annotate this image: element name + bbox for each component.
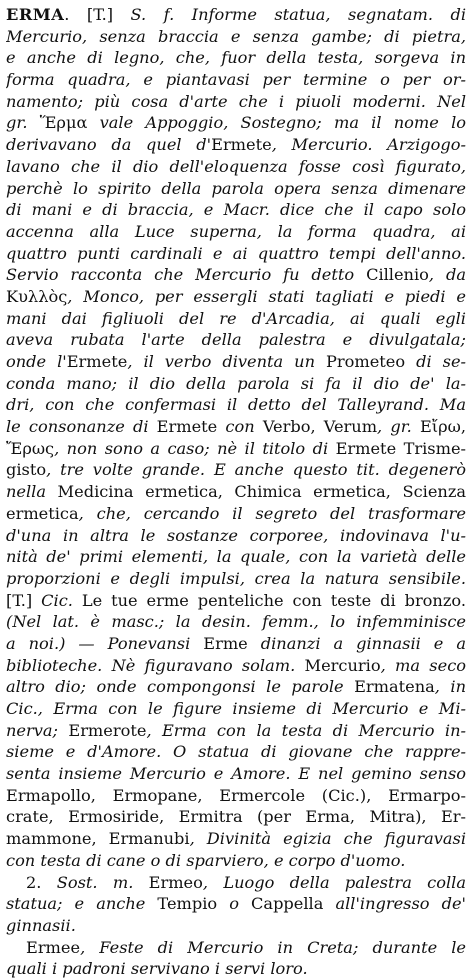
italic-text: Sost. m.	[56, 872, 149, 892]
text-line	[6, 26, 466, 48]
italic-text: accenna alla Luce superna, la forma quadra, ai	[6, 221, 466, 241]
italic-text: senta insieme Mercurio e Amore. E nel gemino senso	[6, 764, 466, 784]
italic-text: , Monco, per essergli stati tagliati e piedi e	[67, 286, 466, 306]
italic-text: ginnasii.	[6, 915, 76, 935]
italic-text: , Erma con la testa di Mercurio in-	[146, 720, 466, 740]
italic-text: nità de' primi elementi, la quale, con la varietà delle	[6, 547, 466, 567]
text-line	[6, 698, 466, 720]
text-line	[6, 416, 466, 438]
text-line	[6, 264, 466, 286]
text-line	[6, 373, 466, 395]
italic-text: perchè lo spirito della parola opera senza dimenare	[6, 178, 466, 198]
italic-text: con testa di cane o di sparviero, e corpo d'uomo.	[6, 850, 406, 870]
roman-text: Ermete	[156, 417, 218, 437]
italic-text: , Divinità egizia che figuravasi	[189, 829, 466, 849]
roman-text: 2.	[26, 872, 57, 892]
roman-text: Tempio	[157, 894, 218, 914]
italic-text: quali i padroni servivano i servi loro.	[6, 959, 308, 979]
text-line	[6, 221, 466, 243]
italic-text: nerva;	[6, 720, 69, 740]
text-line	[6, 4, 466, 26]
italic-text: , il verbo diventa un	[127, 352, 326, 371]
text-line	[6, 720, 466, 742]
italic-text: , in	[434, 677, 466, 697]
roman-text: Ermete Trisme-	[335, 438, 466, 458]
italic-text: le consonanze di	[6, 417, 157, 437]
roman-text: Ermapollo, Ermopane, Ermercole (Cic.), Ermarpo-	[6, 785, 466, 805]
text-line	[6, 611, 466, 633]
italic-text: proporzioni e degli impulsi, crea la natura sensibile.	[6, 568, 466, 588]
text-line	[6, 47, 466, 69]
roman-text: Mercurio	[304, 655, 381, 675]
roman-text: Ermatena	[354, 677, 435, 697]
italic-text: sieme e d'Amore. O statua di giovane che rappre-	[6, 742, 466, 762]
text-line	[6, 937, 466, 959]
entry-headword: ERMA	[6, 5, 65, 24]
italic-text: Cic.	[41, 590, 73, 610]
text-line	[6, 741, 466, 763]
italic-text: nella	[6, 482, 58, 502]
roman-text: Le tue erme penteliche con teste di bronzo.	[72, 590, 466, 610]
italic-text: (Nel lat. è masc.; la desin. femm., lo infemminisce	[6, 612, 466, 632]
text-line	[6, 438, 466, 460]
text-line	[6, 915, 466, 937]
italic-text: dri, con che confermasi il detto del Talleyrand. Ma	[6, 395, 466, 415]
italic-text: forma quadra, e piantavasi per termine o per or-	[6, 70, 466, 90]
roman-text: Ἕρμα	[39, 113, 88, 133]
italic-text: , gr.	[377, 417, 420, 437]
italic-text: , che, cercando il segreto del trasformare	[78, 503, 466, 523]
italic-text: onde l'	[6, 352, 67, 371]
text-line	[6, 351, 466, 373]
roman-text: . [T.]	[64, 5, 131, 24]
text-line	[6, 112, 466, 134]
italic-text: Servio racconta che Mercurio fu detto	[6, 265, 367, 285]
roman-text: Ermete	[66, 352, 128, 371]
text-line	[6, 481, 466, 503]
text-line	[6, 850, 466, 872]
text-line	[6, 156, 466, 178]
italic-text: con	[217, 417, 263, 437]
italic-text: o	[217, 894, 252, 914]
italic-text: , ma seco	[380, 655, 466, 675]
roman-text: Erme	[203, 633, 248, 653]
text-line	[6, 69, 466, 91]
text-line	[6, 568, 466, 590]
text-line	[6, 199, 466, 221]
roman-text: ermetica	[6, 503, 79, 523]
text-line	[6, 590, 466, 612]
italic-text: Cic., Erma con le figure insieme di Mercurio e Mi-	[6, 699, 466, 718]
italic-text: aveva rubata l'arte della palestra e divulgatala;	[6, 330, 466, 350]
italic-text: a noi.) — Ponevansi	[6, 633, 204, 653]
roman-text: Ermerote	[68, 720, 147, 740]
text-line	[6, 633, 466, 655]
italic-text: di mani e di braccia, e Macr. dice che il capo solo	[6, 200, 466, 220]
italic-text: , Mercurio. Arzigogo-	[271, 135, 466, 155]
roman-text: crate, Ermosiride, Ermitra (per Erma, Mitra), Er-	[6, 807, 466, 827]
text-line	[6, 893, 466, 915]
roman-text: Εἴρω,	[419, 417, 466, 437]
text-line	[6, 134, 466, 156]
dictionary-entry	[6, 4, 466, 980]
text-line	[6, 872, 466, 894]
roman-text: Cappella	[251, 894, 324, 914]
text-line	[6, 243, 466, 265]
italic-text: Mercurio, senza braccia e senza gambe; di pietra,	[6, 26, 466, 46]
italic-text: dinanzi a ginnasii e a	[247, 633, 466, 653]
roman-text: Ermeo	[148, 872, 203, 892]
italic-text: gr.	[6, 113, 40, 133]
text-line	[6, 286, 466, 308]
italic-text: , non sono a caso; nè il titolo di	[54, 438, 336, 458]
text-line	[6, 308, 466, 330]
italic-text: altro dio; onde compongonsi le parole	[6, 677, 355, 697]
text-line	[6, 178, 466, 200]
roman-text: Cillenio	[366, 265, 429, 285]
text-line	[6, 763, 466, 785]
italic-text: biblioteche. Nè figuravano solam.	[6, 655, 305, 675]
text-line	[6, 525, 466, 547]
roman-text: Verbo, Verum	[262, 417, 378, 437]
italic-text: derivavano da quel d'	[6, 135, 212, 155]
roman-text: Κυλλὸς	[6, 286, 68, 306]
text-line	[6, 394, 466, 416]
roman-text: Prometeo	[326, 352, 406, 371]
text-line	[6, 91, 466, 113]
italic-text: vale Appoggio, Sostegno; ma il nome lo	[87, 113, 466, 133]
text-line	[6, 503, 466, 525]
italic-text: di se-	[405, 352, 466, 371]
roman-text: Ermee	[26, 937, 81, 957]
italic-text: mani dai figliuoli del re d'Arcadia, ai quali egli	[6, 308, 466, 328]
roman-text: Medicina ermetica, Chimica ermetica, Scienza	[57, 482, 466, 502]
text-line	[6, 655, 466, 677]
italic-text: lavano che il dio dell'eloquenza fosse così figurato,	[6, 156, 466, 176]
text-line	[6, 806, 466, 828]
roman-text: Ἔρως	[6, 438, 55, 458]
italic-text: S. f. Informe statua, segnatam. di	[130, 5, 466, 24]
text-line	[6, 828, 466, 850]
italic-text: namento; più cosa d'arte che i piuoli moderni. Nel	[6, 91, 466, 111]
italic-text: , Luogo della palestra colla	[202, 872, 466, 892]
text-line	[6, 958, 466, 980]
italic-text: , Feste di Mercurio in Creta; durante le	[80, 937, 466, 957]
italic-text: , da	[428, 265, 466, 285]
roman-text: mammone, Ermanubi	[6, 829, 190, 849]
text-line	[6, 785, 466, 807]
roman-text: Ermete	[211, 135, 272, 155]
italic-text: e anche di legno, che, fuor della testa, sorgeva in	[6, 48, 466, 68]
italic-text: , tre volte grande. E anche questo tit. degenerò	[46, 460, 466, 480]
italic-text: statua; e anche	[6, 894, 158, 914]
text-line	[6, 329, 466, 351]
italic-text: quattro punti cardinali e ai quattro tempi dell'anno.	[6, 243, 466, 263]
italic-text: all'ingresso de'	[323, 894, 466, 914]
text-line	[6, 459, 466, 481]
text-line	[6, 676, 466, 698]
text-line	[6, 546, 466, 568]
roman-text: [T.]	[6, 590, 42, 610]
italic-text: d'una in altra le sostanze corporee, indovinava l'u-	[6, 525, 466, 545]
roman-text: gisto	[6, 460, 47, 480]
italic-text: conda mano; il dio della parola si fa il dio de' la-	[6, 373, 466, 393]
